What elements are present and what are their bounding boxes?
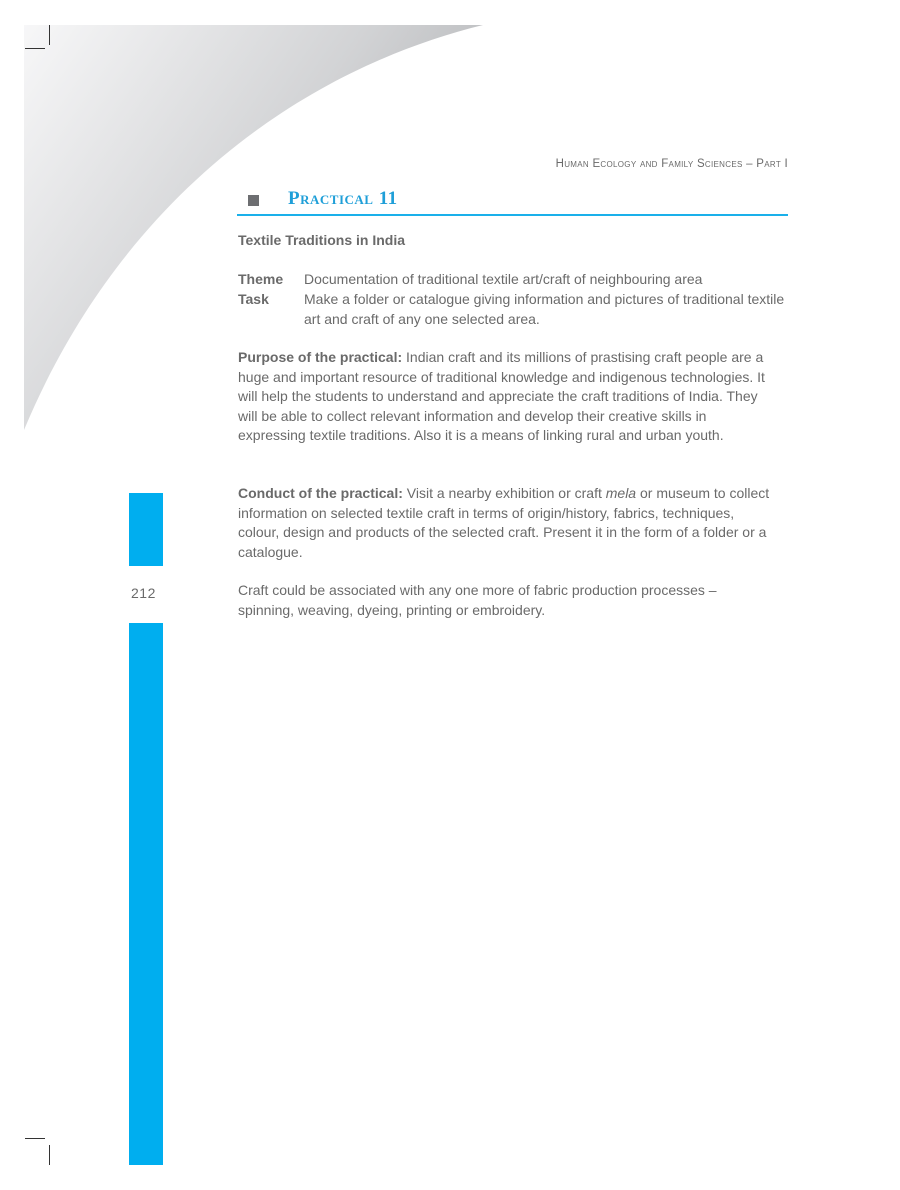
purpose-text: Indian craft and its millions of prastising craft people are a huge and important resource of traditional knowledge and indigenous technologies. It will help the students to understand and appreciate the craft traditions of India. They will be able to collect relevant information and develop their creative skills in expressing textile traditions. Also it is a means of linking rural and urban youth. bbox=[238, 349, 765, 443]
running-header: Human Ecology and Family Sciences – Part I bbox=[555, 158, 788, 170]
practical-title: Practical 11 bbox=[288, 188, 398, 209]
conduct-paragraph bbox=[238, 484, 778, 562]
theme-label: Theme bbox=[238, 271, 284, 287]
heading-rule bbox=[237, 214, 788, 216]
theme-text: Documentation of traditional textile art/craft of neighbouring area bbox=[304, 271, 703, 287]
task-label: Task bbox=[238, 291, 269, 307]
conduct-italic-term: mela bbox=[605, 485, 637, 501]
task-text: Make a folder or catalogue giving information and pictures of traditional textile art and craft of any one selected area. bbox=[304, 291, 785, 327]
conduct-text-1: Visit a nearby exhibition or craft bbox=[402, 485, 606, 501]
purpose-paragraph bbox=[238, 348, 778, 446]
crop-mark-bottom-left-v bbox=[49, 1145, 50, 1165]
purpose-label: Purpose of the practical: bbox=[238, 349, 403, 365]
crop-mark-bottom-left-h bbox=[25, 1138, 45, 1139]
conduct-text-2: or museum to collect information on selected textile craft in terms of origin/history, fabrics, techniques, colour, design and products of the selected craft. Present it in the form of a folder or a catalogue. bbox=[238, 485, 770, 560]
craft-paragraph: Craft could be associated with any one more of fabric production processes – spinning, weaving, dyeing, printing or embroidery. bbox=[238, 582, 717, 618]
section-title: Textile Traditions in India bbox=[238, 232, 405, 248]
conduct-label: Conduct of the practical: bbox=[238, 485, 403, 501]
crop-mark-top-left-v bbox=[49, 25, 50, 45]
crop-mark-top-left-h bbox=[25, 48, 45, 49]
side-color-bar-bottom bbox=[129, 623, 163, 1165]
side-color-bar-top bbox=[129, 493, 163, 566]
heading-bullet-square bbox=[248, 195, 259, 206]
page-number: 212 bbox=[131, 585, 156, 601]
